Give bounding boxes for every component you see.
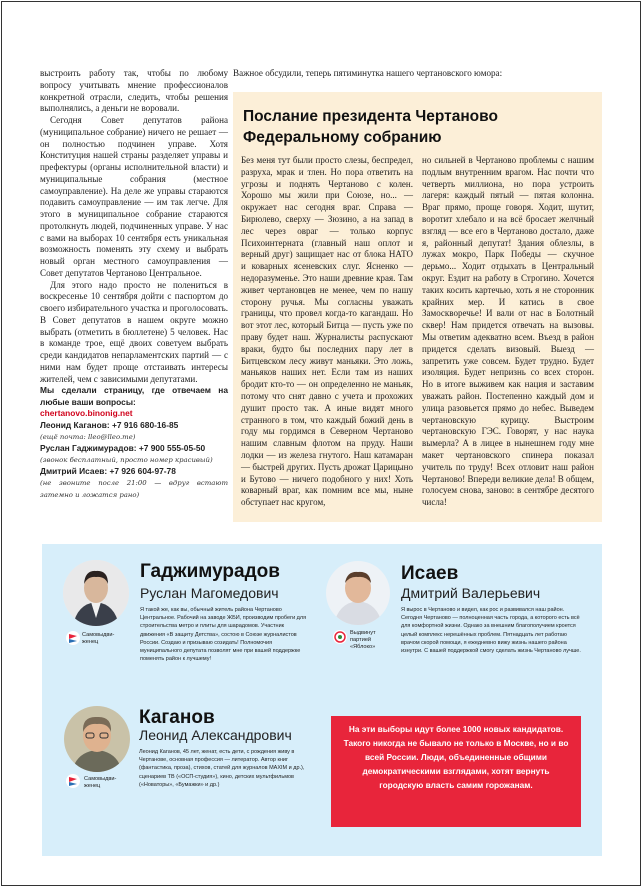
humor-intro: Важное обсудили, теперь пятиминутка нашего чертановского юмора: — [233, 68, 503, 78]
elections-banner: На эти выборы идут более 1000 новых кандидатов. Такого никогда не бывало не только в Москве, но и во всей России. Люди, объединенные общими демократическими взглядами, хотят вернуть городскую власть самим горожанам. — [331, 716, 581, 827]
party-gadzhimuradov: Самовыдви- женец — [82, 632, 115, 645]
party-isaev: Выдвинут партией «Яблоко» — [350, 630, 376, 650]
contact-isaev-note: (не звоните после 21:00 — вдруг встают затемно и ложатся рано) — [40, 479, 228, 499]
contacts-block — [40, 385, 228, 501]
message-column-right: но сильней в Чертаново проблемы с нашим подлым внутренним врагом. Нас почти что четверть миллиона, но пора устроить лагеря: каждый пятый — пятая колонна. Враг прямо, проще говоря. Ходит, шутит, воротит хлебало и на всё бросает желчный взгляд — все его в Чертаново достало, даже я, районный депутат! Здания облезлы, в лужах мокро, Парк Победы — скучное дерьмо... Ходит отдыхать в Центральный округ. Ездит на работу в Строгино. Хочется таких косить картечью, хоть я не сторонник крайних мер. И катись в свое Замоскворечье! И вали от нас в Болотный сквер! Нам придется отвечать на вызовы. Мы ответим адекватно всем. Въезд в район придется сделать визовый. Выезд — запретить уже совсем. Будет трудно. Будет изоляция. Будет непризнь со всех сторон. Но в итоге выживем как нация и заставим уважать район. Постепенно каждый дом и улица разовьется прямо до небес. Выведем чертановскую курицу. Выстроим чертановскую ГЭС. Говорят, у нас наука вымерла? А в лицее в нынешнем году мне макет чертановского спинера показал учитель по труду! Всех отловит наш район Чертаново! Впереди великие дела! В общем, голосуем снова, заново: в сентябре десятого числа! — [422, 155, 594, 508]
self-nominee-flag-icon — [66, 631, 80, 645]
party-kaganov: Самовыдви- женец — [84, 776, 117, 789]
bio-gadzhimuradov: Я такой же, как вы, обычный житель района Чертаново Центральное. Рабочий на заводе ЖБИ, производим пробеги для строительства метро и плиты для шарадомов. Участник движения «В защиту Детства», состою в Союзе журналистов России. Создаю и призываю созидать! Полномочия муниципального депутата позволят мне при вашей поддержке поменять район к лучшему! — [140, 607, 307, 663]
contact-gadzhimuradov-phone: Руслан Гаджимурадов: +7 900 555-05-50 — [40, 443, 206, 454]
contact-gadzhimuradov-note: (звонок бесплатный, просто номер красивый) — [40, 455, 213, 464]
avatar-gadzhimuradov — [63, 560, 129, 626]
contacts-website-link[interactable]: chertanovo.binonig.net — [40, 408, 133, 419]
given-name-kaganov: Леонид Александрович — [139, 727, 292, 743]
surname-kaganov: Каганов — [139, 707, 215, 728]
avatar-kaganov — [64, 706, 130, 772]
contact-kaganov-phone: Леонид Каганов: +7 916 680-16-85 — [40, 420, 179, 431]
surname-isaev: Исаев — [401, 563, 459, 584]
contact-isaev-phone: Дмитрий Исаев: +7 926 604-97-78 — [40, 466, 176, 477]
contacts-title: Мы сделали страницу, где отвечаем на любые ваши вопросы: — [40, 385, 228, 407]
message-title: Послание президента Чертаново Федеральному собранию — [243, 108, 498, 146]
message-box — [233, 92, 602, 522]
given-name-gadzhimuradov: Руслан Магомедович — [140, 585, 279, 601]
avatar-isaev — [326, 561, 390, 625]
left-column — [40, 68, 228, 501]
message-column-left: Без меня тут были просто слезы, беспредел, разруха, мрак и тлен. Но пора ответить на угрозы и поднять Чертаново с колен. Хорошо мы жили при Союзе, но... — окружает нас сегодня враг. Справа — Бирюлево, сверху — Зюзино, а на запад в лес через овраг — только корпус Психоинтерната (главный наш оплот и верный друг) защищает нас от блока НАТО и коварных ясеневских слуг. Ясненко — недоразуменье. Это наши древние края. Там живет чертановцев не менее, чем по нашу сторону ручья. Мы согласны уважать границы, что провел когда-то кагандаш. Но вот этот лес, который Битца — пусть уже по праву будет наш. Журналисты распускают враки, будто бы последних пару лет в Битцевском лесу живут маньяки. Это ложь, маньяков наших нет. Если там из наших бродит кто-то — он определенно не маньяк, потому что снят давно с учета и прохожих душит просто так. А иные видят много странного в том, что каждый божий день в году мы гордимся в Северном Чертаново нашим славным флотом на пруду. Наши лодки — из железа гнутого. Наш катамаран — быстрей других. Пусть дрожат Царицыно и Бутово — ничего подобного у них! Хоть коварный враг, как помним все мы, ныне обступает нас кругом, — [241, 155, 413, 508]
yabloko-logo-icon — [333, 630, 347, 644]
left-paragraph-1: выстроить работу так, чтобы по любому вопросу учитывать мнение профессионалов конкретной отрасли, следить, чтобы решения выполнялись, а деньги не воровали. — [40, 68, 228, 114]
self-nominee-flag-icon — [66, 774, 80, 788]
left-paragraph-2: Сегодня Совет депутатов района (муниципальное собрание) ничего не решает — он полностью подчинен управе. Хотя Конституция нашей страны разделяет управы и префектуры (органы исполнительной власти) и муниципальные собрания (местное самоуправление). На деле же управы стараются подавить самоуправление — им так легче. Для этого в муниципальное собрание стараются протолкнуть людей, подчиненных управе. У нас с вами на выборах 10 сентября есть уникальная возможность поменять эту схему и выбрать новый орган местного самоуправления — Совет депутатов Чертаново Центральное. — [40, 115, 228, 278]
surname-gadzhimuradov: Гаджимурадов — [140, 561, 280, 582]
bio-kaganov: Леонид Каганов, 45 лет, женат, есть дети, с рождения живу в Чертанове, основная профессия — литератор. Автор книг (фантастика, проза), стихов, статей для журналов MAXIM и др.), сценариев ТВ («ОСП-студия»), кино, детских мультфильмов («Новаторы», «Бумажки» и др.) — [139, 749, 305, 788]
contact-kaganov-note: (ещё почта: lleo@lleo.me) — [40, 432, 136, 441]
given-name-isaev: Дмитрий Валерьевич — [401, 585, 541, 601]
bio-isaev: Я вырос в Чертаново и видел, как рос и развивался наш район. Сегодня Чертаново — полноценная часть города, а которого есть всё для комфортной жизни. Однако за внешним благополучием кроется целый комплекс нерешённых проблем. Пятнадцать лет работаю врачом скорой помощи, я ежедневно вижу жизнь нашего района изнутри. С вашей поддержкой смогу сделать жизнь Чертаново лучше. — [401, 607, 581, 655]
left-paragraph-3: Для этого надо просто не полениться в воскресенье 10 сентября дойти с паспортом до своего избирательного участка и проголосовать. В Совет депутатов в нашем округе можно выбрать (отметить в бюллетене) 5 человек. Нас в команде трое, ещё двоих советуем выбрать среди кандидатов непарламентских партий — с ними нам будет проще отстаивать интересы жителей, чем с зависимыми депутатами. — [40, 279, 228, 384]
